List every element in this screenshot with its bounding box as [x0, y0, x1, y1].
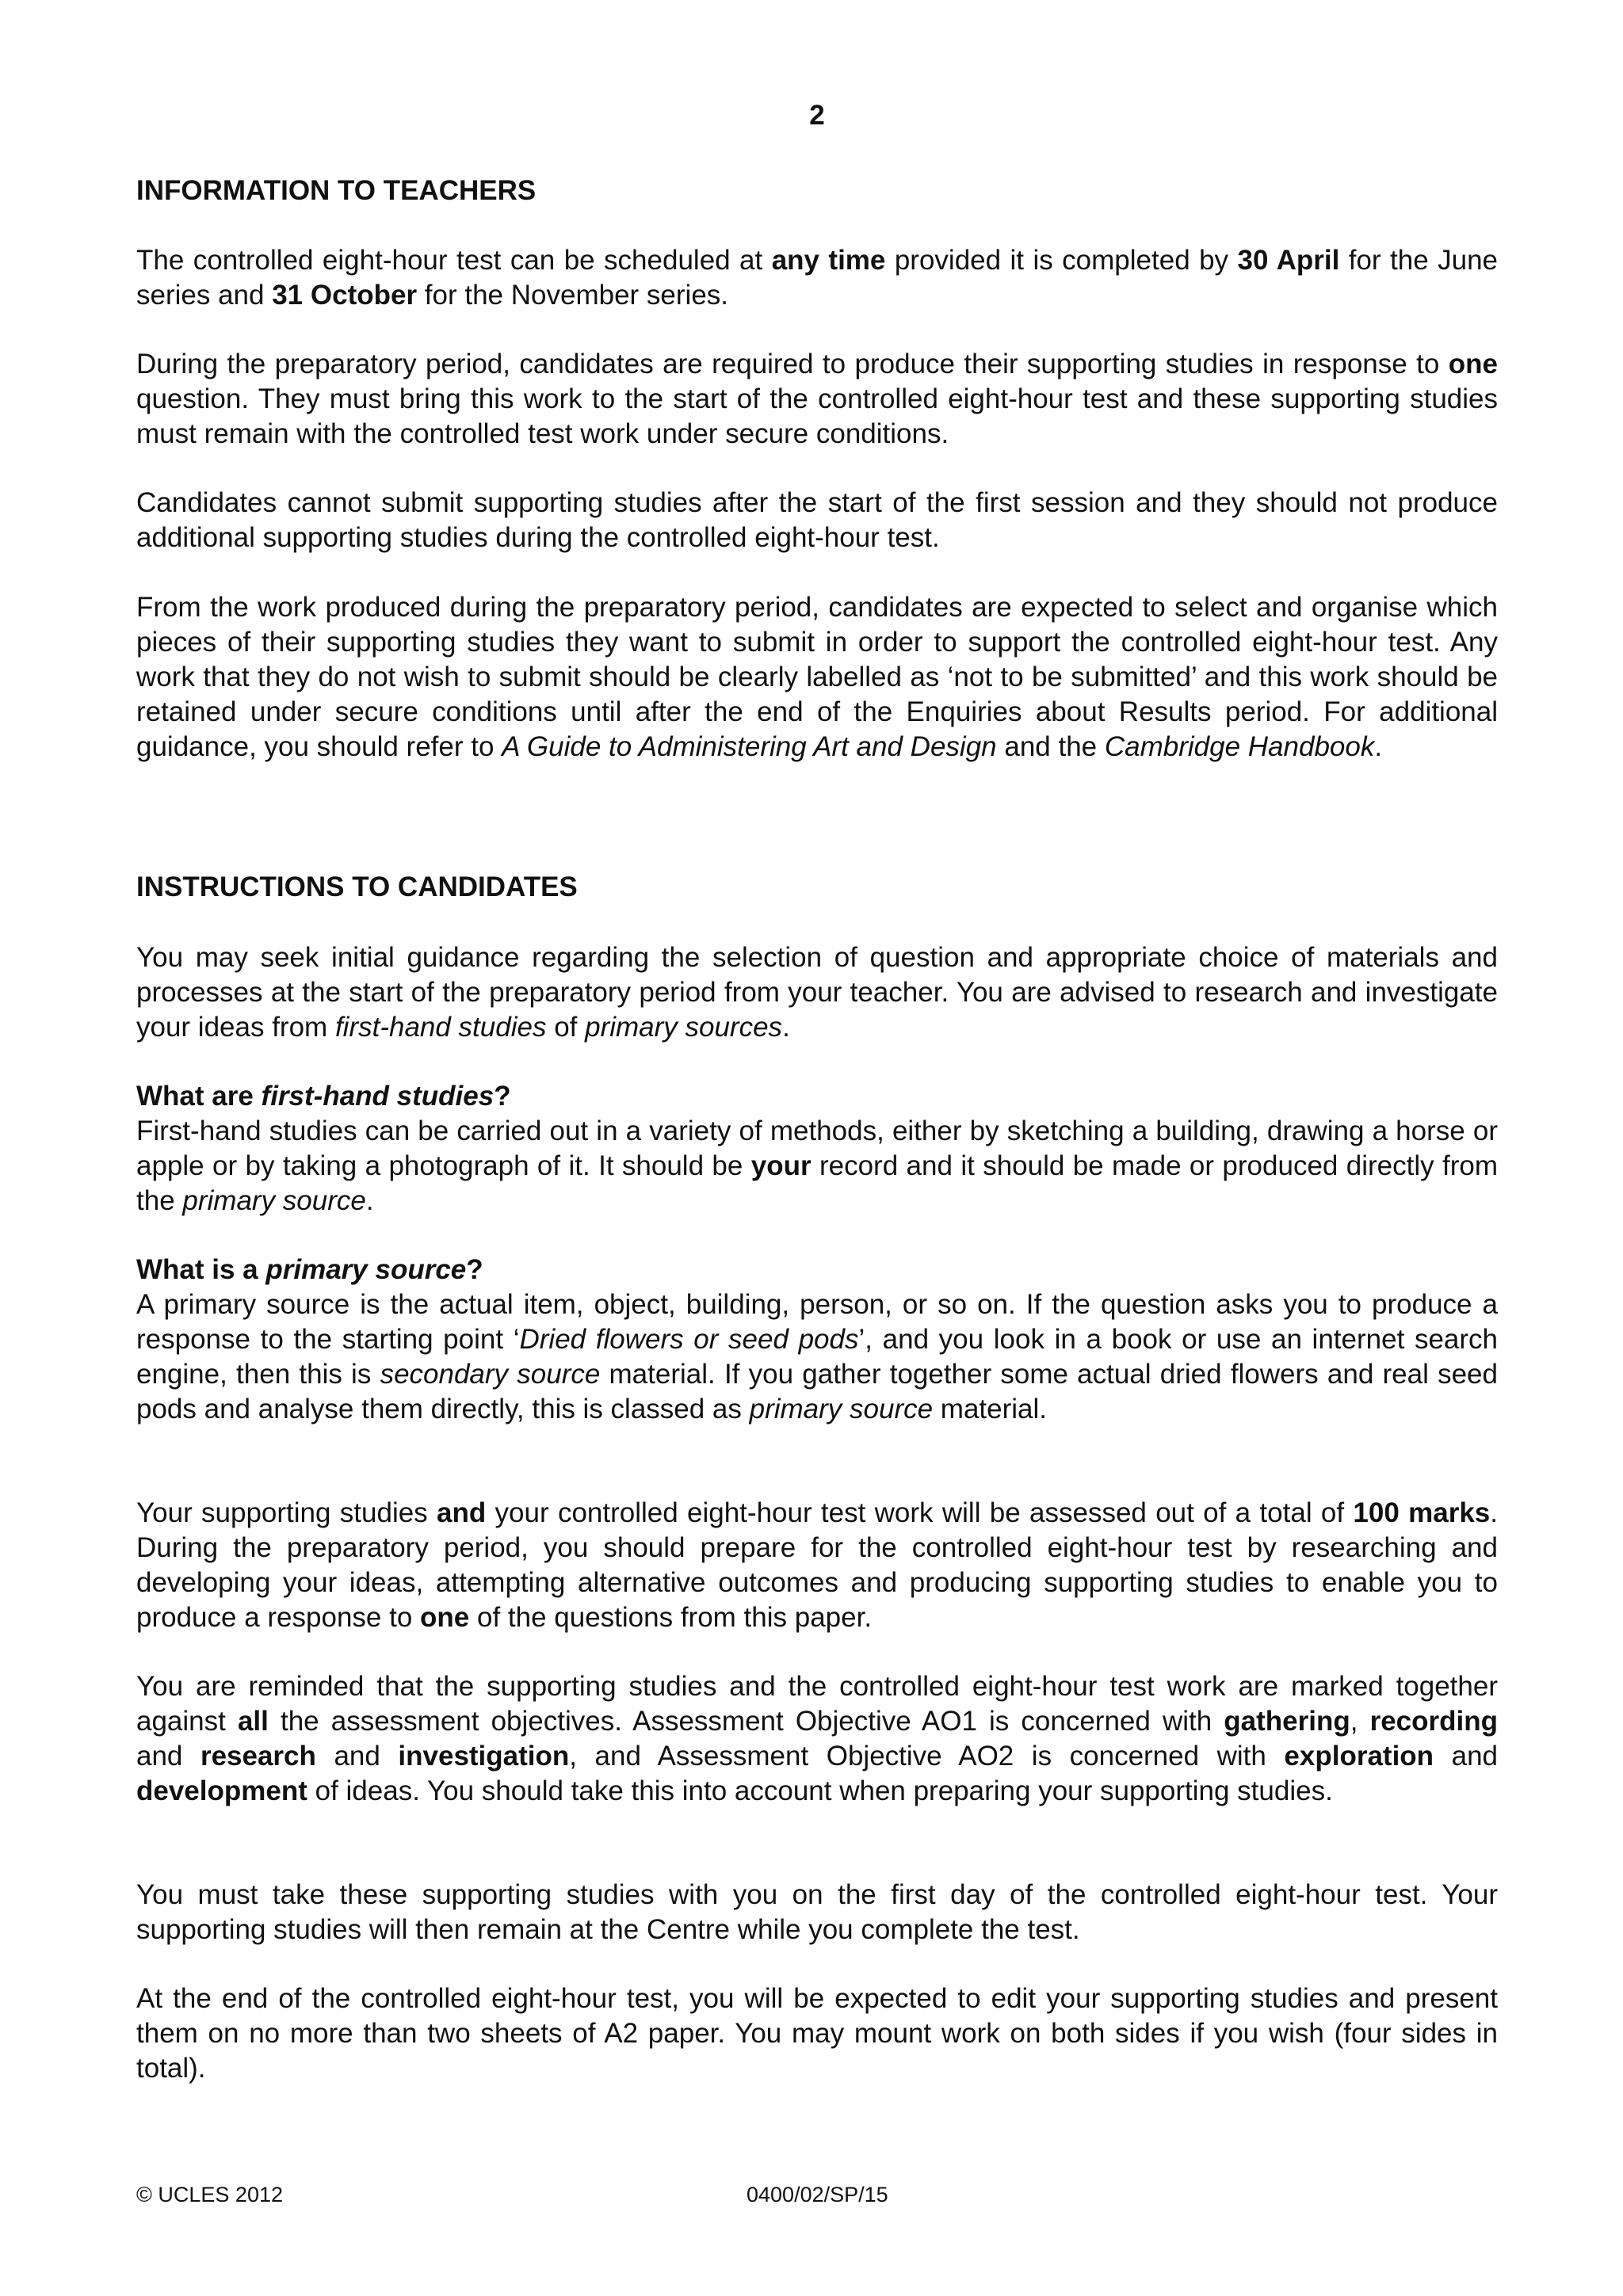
candidates-paragraph-5: You are reminded that the supporting studies and the controlled eight-hour test work are marked together against all the assessment objectives. Assessment Objective AO1 is concerned with gathering, recording and research and investigation, and Assessment Objective AO2 is concerned with exploration and development of ideas. You should take this into account when preparing your supporting studies.: [136, 1671, 1499, 1806]
teachers-heading: INFORMATION TO TEACHERS: [136, 175, 537, 206]
candidates-heading: INSTRUCTIONS TO CANDIDATES: [136, 871, 578, 902]
teachers-paragraph-1: The controlled eight-hour test can be scheduled at any time provided it is completed by 30 April for the June series and 31 October for the November series.: [136, 245, 1498, 311]
primary-source-subheading: What is a primary source?: [136, 1254, 483, 1285]
footer-copyright: © UCLES 2012: [136, 2183, 283, 2206]
candidates-paragraph-4: Your supporting studies and your controlled eight-hour test work will be assessed out of a total of 100 marks. During the preparatory period, you should prepare for the controlled eight-hour test by researching and developing your ideas, attempting alternative outcomes and producing supporting studies to enable you to produce a response to one of the questions from this paper.: [136, 1497, 1498, 1633]
candidates-paragraph-6: You must take these supporting studies with you on the first day of the controlled eight-hour test. Your supporting studies will then remain at the Centre while you complete the test.: [136, 1879, 1498, 1945]
candidates-paragraph-7: At the end of the controlled eight-hour test, you will be expected to edit your supporting studies and present them on no more than two sheets of A2 paper. You may mount work on both sides if you wish (four sides in total).: [136, 1983, 1498, 2084]
candidates-paragraph-2: First-hand studies can be carried out in a variety of methods, either by sketching a building, drawing a horse or apple or by taking a photograph of it. It should be your record and it should be made or produced directly from the primary source.: [136, 1116, 1498, 1216]
first-hand-studies-subheading: What are first-hand studies?: [136, 1081, 511, 1112]
teachers-paragraph-2: During the preparatory period, candidates are required to produce their supporting studies in response to one question. They must bring this work to the start of the controlled eight-hour test and these supporting studies must remain with the controlled test work under secure conditions.: [136, 349, 1498, 449]
teachers-paragraph-3: Candidates cannot submit supporting studies after the start of the first session and they should not produce additional supporting studies during the controlled eight-hour test.: [136, 487, 1498, 553]
candidates-paragraph-1: You may seek initial guidance regarding the selection of question and appropriate choice of materials and processes at the start of the preparatory period from your teacher. You are advised to research and investigate your ideas from first-hand studies of primary sources.: [136, 942, 1498, 1043]
footer-paper-code: 0400/02/SP/15: [747, 2183, 888, 2206]
candidates-paragraph-3: A primary source is the actual item, object, building, person, or so on. If the question asks you to produce a response to the starting point ‘Dried flowers or seed pods’, and you look in a book or use an internet search engine, then this is secondary source material. If you gather together some actual dried flowers and real seed pods and analyse them directly, this is classed as primary source material.: [136, 1289, 1498, 1425]
page-number: 2: [809, 100, 825, 131]
teachers-paragraph-4: From the work produced during the preparatory period, candidates are expected to select and organise which pieces of their supporting studies they want to submit in order to support the controlled eight-hour test. Any work that they do not wish to submit should be clearly labelled as ‘not to be submitted’ and this work should be retained under secure conditions until after the end of the Enquiries about Results period. For additional guidance, you should refer to A Guide to Administering Art and Design and the Cambridge Handbook.: [136, 592, 1498, 762]
